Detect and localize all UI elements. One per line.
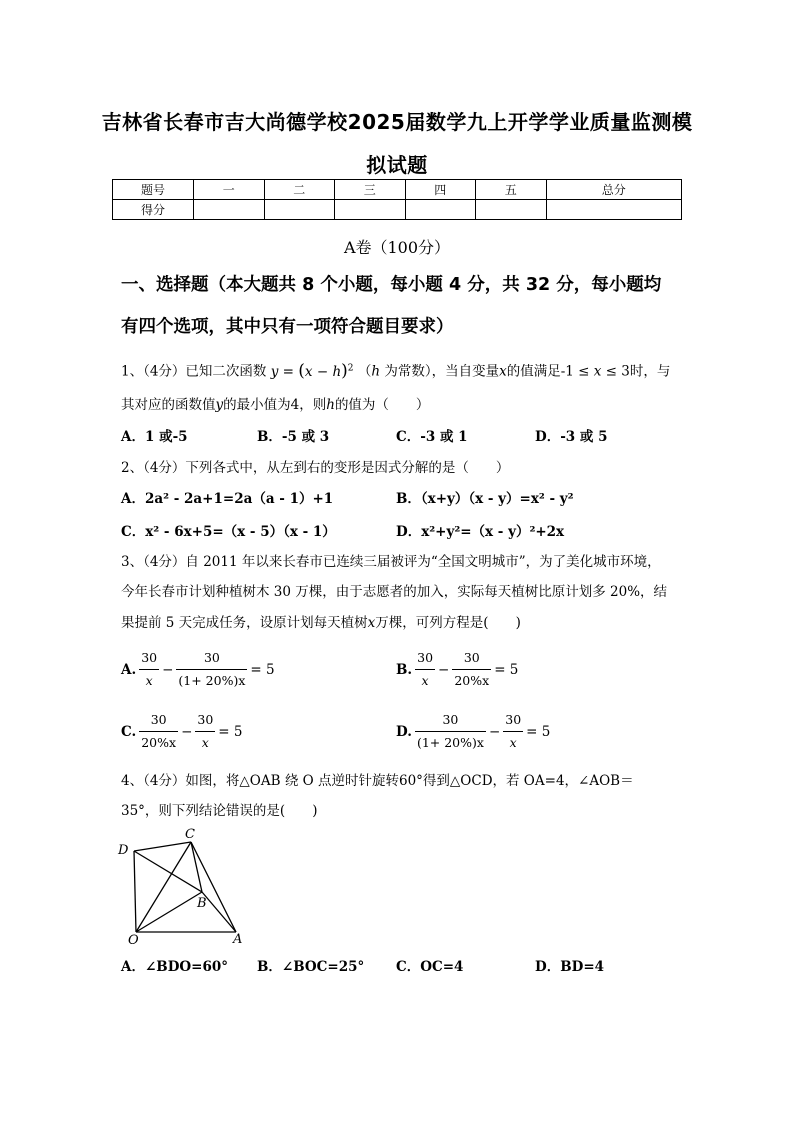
q2-option-a[interactable]: A．2a² - 2a+1=2a（a - 1）+1	[121, 491, 334, 507]
question-1: 1、（4分）已知二次函数 $y = (x - h)^2$ （h 为常数），当自变量x的值满足-1 ≤ x ≤ 3时，与	[121, 360, 671, 381]
score-cell-header: 三	[335, 180, 406, 200]
score-cell-empty[interactable]	[476, 200, 547, 220]
question-3-line3: 果提前 5 天完成任务，设原计划每天植树x万棵，可列方程是( )	[121, 615, 521, 631]
fraction: $\frac{30}{x}$	[505, 712, 522, 750]
score-cell-header: 四	[405, 180, 476, 200]
q4-option-d[interactable]: D．BD=4	[535, 959, 605, 975]
segment-cb	[191, 842, 202, 892]
score-cell-empty[interactable]	[405, 200, 476, 220]
question-2: 2、（4分）下列各式中，从左到右的变形是因式分解的是（ ）	[121, 460, 510, 476]
q2-option-d[interactable]: D．x²+y²=（x - y）²+2x	[396, 524, 565, 540]
label-a: A	[233, 932, 243, 946]
q2-option-c[interactable]: C．x² - 6x+5=（x - 5）（x - 1）	[121, 524, 336, 540]
score-cell-empty[interactable]	[335, 200, 406, 220]
fraction: $\frac{30}{x}$	[417, 650, 434, 688]
paper-title-line2: 拟试题	[366, 153, 428, 177]
segment-ca	[191, 842, 236, 932]
question-4-line2: 35°，则下列结论错误的是( )	[121, 803, 318, 819]
score-cell-header: 二	[264, 180, 335, 200]
fraction: $\frac{30}{20\%x}$	[141, 712, 177, 750]
fraction: $\frac{30}{20\%x}$	[454, 650, 490, 688]
score-cell-header: 总分	[546, 180, 682, 200]
section-a-heading: A卷（100分）	[343, 238, 451, 257]
q2-option-b[interactable]: B．（x+y）（x - y）=x² - y²	[396, 491, 574, 507]
segment-oc	[136, 842, 191, 932]
label-c: C	[185, 827, 195, 842]
q3-option-c[interactable]: C. $\frac{30}{20\%x}$ − $\frac{30}{x}$ = 5	[121, 710, 242, 753]
score-cell-empty[interactable]	[194, 200, 265, 220]
q1-prefix: 1、（4分）已知二次函数	[121, 363, 267, 380]
question-4-line1: 4、（4分）如图，将△OAB 绕 O 点逆时针旋转60°得到△OCD，若 OA=4，∠AOB＝	[121, 773, 634, 789]
question-3-line1: 3、（4分）自 2011 年以来长春市已连续三届被评为“全国文明城市”，为了美化城市环境，	[121, 554, 661, 570]
section-1-line2: 有四个选项，其中只有一项符合题目要求）	[121, 317, 454, 337]
q1-option-d[interactable]: D．-3 或 5	[535, 429, 608, 445]
q1-option-b[interactable]: B．-5 或 3	[257, 429, 330, 445]
q4-option-b[interactable]: B．∠BOC=25°	[257, 959, 365, 975]
figure-lines	[134, 842, 236, 932]
q3-option-b[interactable]: B. $\frac{30}{x}$ − $\frac{30}{20\%x}$ = 5	[396, 648, 518, 691]
paper-title-line1: 吉林省长春市吉大尚德学校2025届数学九上开学学业质量监测模	[101, 110, 693, 134]
fraction: $\frac{30}{x}$	[197, 712, 214, 750]
q1-option-c[interactable]: C．-3 或 1	[396, 429, 468, 445]
question-1-line2: 其对应的函数值y的最小值为4，则h的值为（ ）	[121, 397, 430, 413]
q4-option-a[interactable]: A．∠BDO=60°	[121, 959, 229, 975]
q4-option-c[interactable]: C．OC=4	[396, 959, 464, 975]
segment-od	[134, 851, 136, 932]
segment-ob	[136, 892, 202, 932]
fraction: $\frac{30}{x}$	[141, 650, 158, 688]
segment-db	[134, 851, 202, 892]
question-3-line2: 今年长春市计划种植树木 30 万棵，由于志愿者的加入，实际每天植树比原计划多 20%，结	[121, 584, 668, 600]
fraction: $\frac{30}{(1+ 20\%)x}$	[416, 712, 484, 750]
score-cell-header: 五	[476, 180, 547, 200]
score-cell-header: 一	[194, 180, 265, 200]
q3-option-a[interactable]: A. $\frac{30}{x}$ − $\frac{30}{(1+ 20\%)x}$ = 5	[121, 648, 275, 691]
q1-function: $y = (x - h)^2$	[270, 360, 354, 381]
segment-dc	[134, 842, 191, 851]
score-cell-header: 题号	[113, 180, 194, 200]
score-cell-empty[interactable]	[546, 200, 682, 220]
score-table	[112, 179, 682, 220]
label-b: B	[197, 896, 207, 911]
section-1-heading	[121, 264, 681, 348]
score-row-label: 得分	[113, 200, 194, 220]
label-d: D	[118, 843, 129, 858]
q1-option-a[interactable]: A．1 或-5	[121, 429, 188, 445]
label-o: O	[128, 933, 139, 946]
triangle-rotation-figure	[114, 826, 254, 946]
score-table-header-row	[113, 180, 682, 200]
q3-option-d[interactable]: D. $\frac{30}{(1+ 20\%)x}$ − $\frac{30}{x}$ = 5	[396, 710, 550, 753]
section-1-line1: 一、选择题（本大题共 8 个小题，每小题 4 分，共 32 分，每小题均	[121, 275, 662, 295]
score-cell-empty[interactable]	[264, 200, 335, 220]
score-table-score-row	[113, 200, 682, 220]
fraction: $\frac{30}{(1+ 20\%)x}$	[178, 650, 246, 688]
